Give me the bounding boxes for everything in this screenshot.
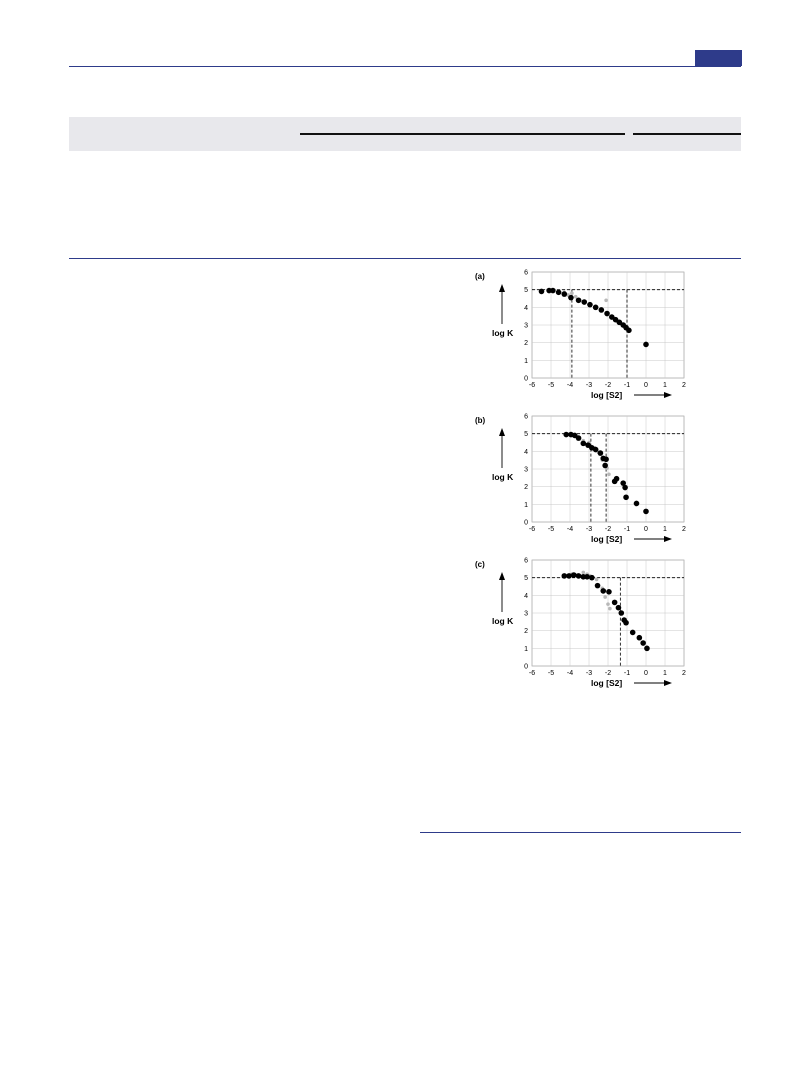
data-point-secondary [595, 578, 599, 582]
y-tick-label: 4 [524, 592, 528, 600]
data-point [599, 307, 605, 313]
y-tick-label: 6 [524, 413, 528, 421]
figure-svg [470, 266, 700, 706]
y-tick-label: 1 [524, 357, 528, 365]
y-tick-label: 5 [524, 287, 528, 295]
data-point-secondary [603, 595, 607, 599]
y-axis-arrow-head [499, 284, 505, 292]
data-point [640, 640, 646, 646]
data-point [593, 305, 599, 311]
x-tick-label: 2 [682, 526, 686, 533]
data-point [550, 288, 556, 294]
table-column-rule-2 [633, 133, 741, 135]
x-tick-label: 1 [663, 670, 667, 677]
figure [470, 266, 700, 706]
x-tick-label: -4 [566, 670, 574, 677]
chart-panel-3 [475, 558, 686, 689]
data-point-secondary [604, 298, 608, 302]
data-point-secondary [608, 607, 612, 611]
y-tick-label: 3 [524, 466, 528, 474]
x-tick-label: -6 [528, 382, 536, 389]
data-point [584, 574, 590, 580]
x-tick-label: 0 [644, 526, 648, 533]
x-tick-label: -4 [566, 526, 574, 533]
y-axis-label: log K [492, 328, 514, 338]
data-point [603, 456, 609, 462]
data-point [600, 588, 606, 594]
y-tick-label: 4 [524, 304, 528, 312]
x-tick-label: 1 [663, 382, 667, 389]
data-point [562, 291, 568, 297]
x-tick-label: -1 [623, 670, 631, 677]
data-point [643, 509, 649, 515]
panel-label: (a) [475, 272, 485, 281]
x-axis-arrow-head [664, 392, 672, 398]
data-point [614, 476, 620, 482]
data-point [630, 630, 636, 636]
y-axis-arrow-head [499, 428, 505, 436]
data-point [606, 589, 612, 595]
x-tick-label: 2 [682, 382, 686, 389]
x-tick-label: -3 [585, 382, 593, 389]
data-point [634, 501, 640, 507]
x-tick-label: -1 [623, 382, 631, 389]
data-point [602, 463, 608, 469]
data-point [581, 299, 587, 305]
x-axis-label: log [S2] [591, 390, 623, 400]
data-point [539, 289, 545, 295]
x-tick-label: 1 [663, 526, 667, 533]
x-tick-label: -2 [604, 382, 612, 389]
y-tick-label: 5 [524, 575, 528, 583]
data-point [604, 311, 610, 317]
chart-panel-2 [475, 414, 686, 545]
data-point-secondary [606, 602, 610, 606]
x-tick-label: -4 [566, 382, 574, 389]
x-tick-label: 0 [644, 670, 648, 677]
y-tick-label: 0 [524, 375, 528, 383]
x-tick-label: 0 [644, 382, 648, 389]
y-tick-label: 3 [524, 610, 528, 618]
data-point [576, 297, 582, 303]
panel-label: (b) [475, 416, 486, 425]
y-tick-label: 2 [524, 340, 528, 348]
x-tick-label: -3 [585, 670, 593, 677]
data-point [644, 646, 650, 652]
data-point [612, 600, 618, 606]
data-point-secondary [582, 571, 586, 575]
y-tick-label: 0 [524, 519, 528, 527]
data-point [623, 494, 629, 500]
y-tick-label: 6 [524, 557, 528, 565]
table-column-rule-1 [300, 133, 625, 135]
y-tick-label: 1 [524, 645, 528, 653]
x-axis-label: log [S2] [591, 678, 623, 688]
y-axis-label: log K [492, 472, 514, 482]
data-point [589, 575, 595, 581]
data-point [619, 610, 625, 616]
y-tick-label: 2 [524, 484, 528, 492]
x-tick-label: -6 [528, 670, 536, 677]
x-axis-arrow-head [664, 680, 672, 686]
data-point [616, 605, 622, 611]
y-axis-arrow-head [499, 572, 505, 580]
x-tick-label: -1 [623, 526, 631, 533]
data-point [622, 485, 628, 491]
data-point [587, 302, 593, 308]
x-tick-label: -6 [528, 526, 536, 533]
y-tick-label: 0 [524, 663, 528, 671]
data-point [566, 573, 572, 579]
data-point [576, 573, 582, 579]
y-tick-label: 5 [524, 431, 528, 439]
data-point [643, 342, 649, 348]
data-point [593, 447, 599, 453]
data-point [598, 450, 604, 456]
x-axis-label: log [S2] [591, 534, 623, 544]
data-point [568, 295, 574, 301]
x-axis-arrow-head [664, 536, 672, 542]
x-tick-label: -2 [604, 670, 612, 677]
x-tick-label: 2 [682, 670, 686, 677]
data-point [637, 635, 643, 641]
x-tick-label: -2 [604, 526, 612, 533]
chart-panel-1 [475, 270, 686, 401]
data-point [576, 435, 582, 441]
data-point [595, 583, 601, 589]
data-point [623, 620, 629, 626]
y-tick-label: 1 [524, 501, 528, 509]
data-point-secondary [607, 473, 611, 477]
data-point [556, 290, 562, 296]
x-tick-label: -3 [585, 526, 593, 533]
data-point [626, 328, 632, 334]
page-corner-tab [695, 50, 742, 66]
data-point [571, 572, 577, 578]
y-tick-label: 4 [524, 448, 528, 456]
y-tick-label: 2 [524, 628, 528, 636]
x-tick-label: -5 [547, 526, 555, 533]
y-axis-label: log K [492, 616, 514, 626]
panel-label: (c) [475, 560, 485, 569]
y-tick-label: 3 [524, 322, 528, 330]
header-rule [69, 66, 741, 67]
section-rule [69, 258, 741, 259]
y-tick-label: 6 [524, 269, 528, 277]
footnote-rule [420, 832, 741, 833]
x-tick-label: -5 [547, 670, 555, 677]
data-point-secondary [570, 291, 574, 295]
x-tick-label: -5 [547, 382, 555, 389]
